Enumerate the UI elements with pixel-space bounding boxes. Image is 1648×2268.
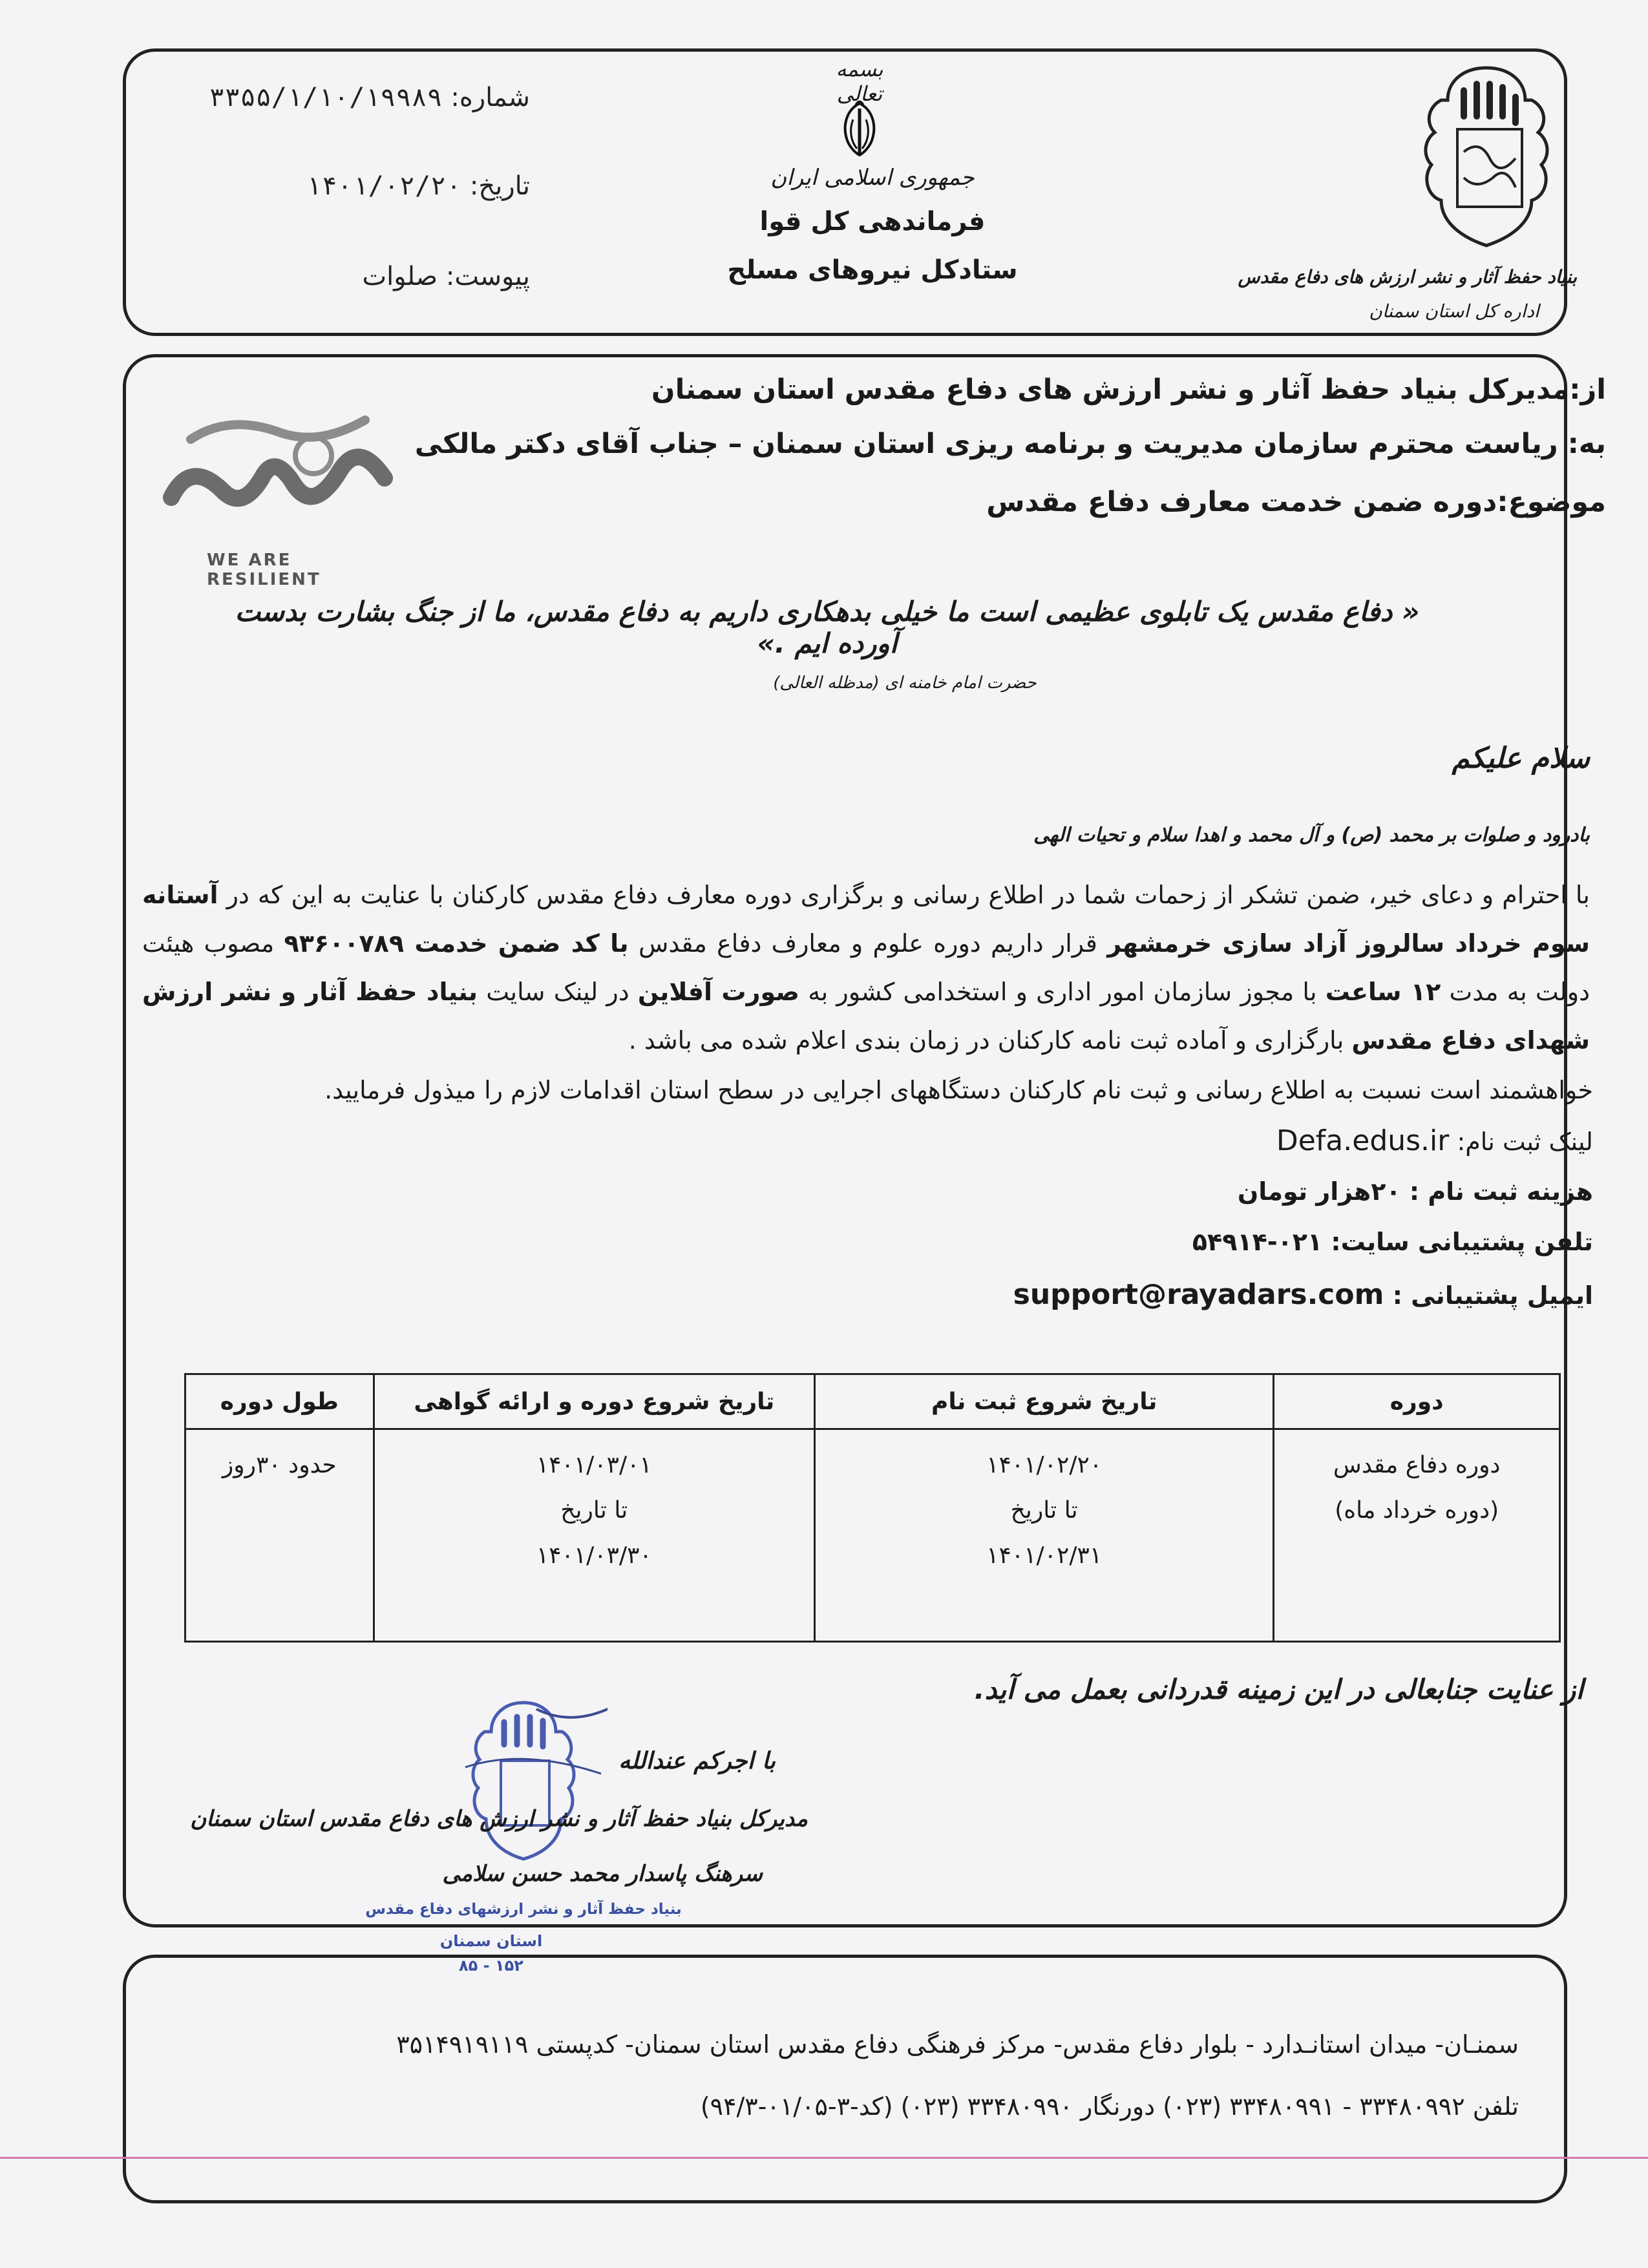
signature-name: سرهنگ پاسدار محمد حسن سلامی (442, 1861, 763, 1887)
email-label: ایمیل پشتیبانی : (1392, 1281, 1593, 1310)
phone-label: تلفن پشتیبانی سایت: (1331, 1228, 1593, 1256)
table-header-row (185, 1374, 1560, 1429)
footer-box (123, 1955, 1567, 2203)
salutation: سلام علیکم (1452, 742, 1590, 775)
attachment-label: پیوست: (445, 262, 530, 291)
to-line: به: ریاست محترم سازمان مدیریت و برنامه ریزی استان سمنان – جناب آقای دکتر مالکی (414, 428, 1606, 460)
org-name: بنیاد حفظ آثار و نشر ارزش های دفاع مقدس (1238, 266, 1577, 288)
closing-line: از عنایت جنابعالی در این زمینه قدردانی بعمل می آید. (974, 1674, 1583, 1705)
table-row (185, 1429, 1560, 1642)
registration-link[interactable]: Defa.edus.ir (1276, 1124, 1450, 1157)
course-table (184, 1373, 1561, 1643)
resilient-watermark-icon (152, 401, 410, 556)
date-label: تاریخ: (469, 171, 530, 201)
cell-course: دوره دفاع مقدس (دوره خرداد ماه) (1274, 1429, 1560, 1642)
letter-attachment (207, 262, 530, 291)
salavat-line: بادرود و صلوات بر محمد (ص) و آل محمد و اهدا سلام و تحیات الهی (1033, 824, 1590, 846)
signature-title: مدیرکل بنیاد حفظ آثار و نشر ارزش های دفاع مقدس استان سمنان (190, 1806, 808, 1832)
staff-name: ستادکل نیروهای مسلح (727, 255, 1018, 285)
bismillah: بسمه تعالی (836, 57, 883, 106)
letter-number (207, 83, 530, 112)
number-label: شماره: (450, 83, 530, 112)
subject-line: موضوع:دوره ضمن خدمت معارف دفاع مقدس (986, 486, 1606, 518)
number-value: ۳۳۵۵/۱/۱۰/۱۹۹۸۹ (209, 83, 443, 112)
link-label: لینک ثبت نام: (1457, 1128, 1593, 1156)
request-paragraph: خواهشمند است نسبت به اطلاع رسانی و ثبت نام کارکنان دستگاههای اجرایی در سطح استان اقدامات لازم را میذول فرمایید. (324, 1076, 1593, 1104)
support-email-line (818, 1278, 1593, 1311)
iran-emblem-icon (834, 97, 885, 158)
header-registration-start: تاریخ شروع ثبت نام (814, 1374, 1273, 1429)
support-email[interactable]: support@rayadars.com (1013, 1278, 1384, 1311)
cell-duration: حدود ۳۰روز (185, 1429, 374, 1642)
support-phone-line (947, 1228, 1593, 1256)
footer-address: سمنـان- میدان استانـدارد - بلوار دفاع مقدس- مرکز فرهنگی دفاع مقدس استان سمنان- کدپستی ۳۵۱۴۹۱۹۱۱۹ (396, 2030, 1519, 2059)
signature-greeting: با اجرکم عندالله (618, 1748, 776, 1774)
registration-fee: هزینه ثبت نام : ۲۰هزار تومان (1237, 1177, 1593, 1206)
date-value: ۱۴۰۱/۰۲/۲۰ (306, 171, 462, 201)
scan-line (0, 2157, 1648, 2159)
letter-date (207, 171, 530, 201)
stamp-text-1: بنیاد حفظ آثار و نشر ارزشهای دفاع مقدس (365, 1901, 682, 1918)
header-course: دوره (1274, 1374, 1560, 1429)
registration-link-line (947, 1124, 1593, 1157)
footer-phones: تلفن ۳۳۴۸۰۹۹۲ - ۳۳۴۸۰۹۹۱ (۰۲۳) دورنگار ۳۳۴۸۰۹۹۰ (۰۲۳) (کد-۳-۰۱/۰۵-۹۴/۳) (700, 2092, 1519, 2121)
header-duration: طول دوره (185, 1374, 374, 1429)
stamp-text-2: استان سمنان (439, 1932, 543, 1950)
cell-course-dates: ۱۴۰۱/۰۳/۰۱ تا تاریخ ۱۴۰۱/۰۳/۳۰ (374, 1429, 814, 1642)
attachment-value: صلوات (362, 262, 438, 291)
from-line: از:مدیرکل بنیاد حفظ آثار و نشر ارزش های دفاع مقدس استان سمنان (651, 373, 1606, 406)
leader-quote: « دفاع مقدس یک تابلوی عظیمی است ما خیلی بدهکاری داریم به دفاع مقدس، ما از جنگ بشارت بدست آورده ایم .» (235, 596, 1420, 659)
resilient-watermark-text: WE ARE RESILIENT (207, 551, 321, 589)
header-course-start: تاریخ شروع دوره و ارائه گواهی (374, 1374, 814, 1429)
foundation-logo-icon (1402, 61, 1570, 255)
stamp-text-3: ۱۵۲ - ۸۵ (459, 1957, 523, 1975)
support-phone: ۰۲۱-۵۴۹۱۴ (1192, 1228, 1323, 1256)
org-office: اداره کل استان سمنان (1369, 300, 1539, 322)
main-paragraph: با احترام و دعای خیر، ضمن تشکر از زحمات شما در اطلاع رسانی و برگزاری دوره معارف دفاع مقدس کارکنان با عنایت به این که در آستانه سوم خرداد سالروز آزاد سازی خرمشهر قرار داریم دوره علوم و معارف دفاع مقدس با کد ضمن خدمت ۹۳۶۰۰۷۸۹ مصوب هیئت دولت به مدت ۱۲ ساعت با مجوز سازمان امور اداری و استخدامی کشور به صورت آفلاین در لینک سایت بنیاد حفظ آثار و نشر ارزش شهدای دفاع مقدس بارگزاری و آماده ثبت نامه کارکنان در زمان بندی اعلام شده می باشد . (142, 881, 1590, 1055)
republic-name: جمهوری اسلامی ایران (770, 165, 975, 191)
quote-source: حضرت امام خامنه ای (مدظله العالی) (773, 673, 1037, 693)
cell-registration-dates: ۱۴۰۱/۰۲/۲۰ تا تاریخ ۱۴۰۱/۰۲/۳۱ (814, 1429, 1273, 1642)
command-name: فرماندهی کل قوا (759, 207, 986, 236)
